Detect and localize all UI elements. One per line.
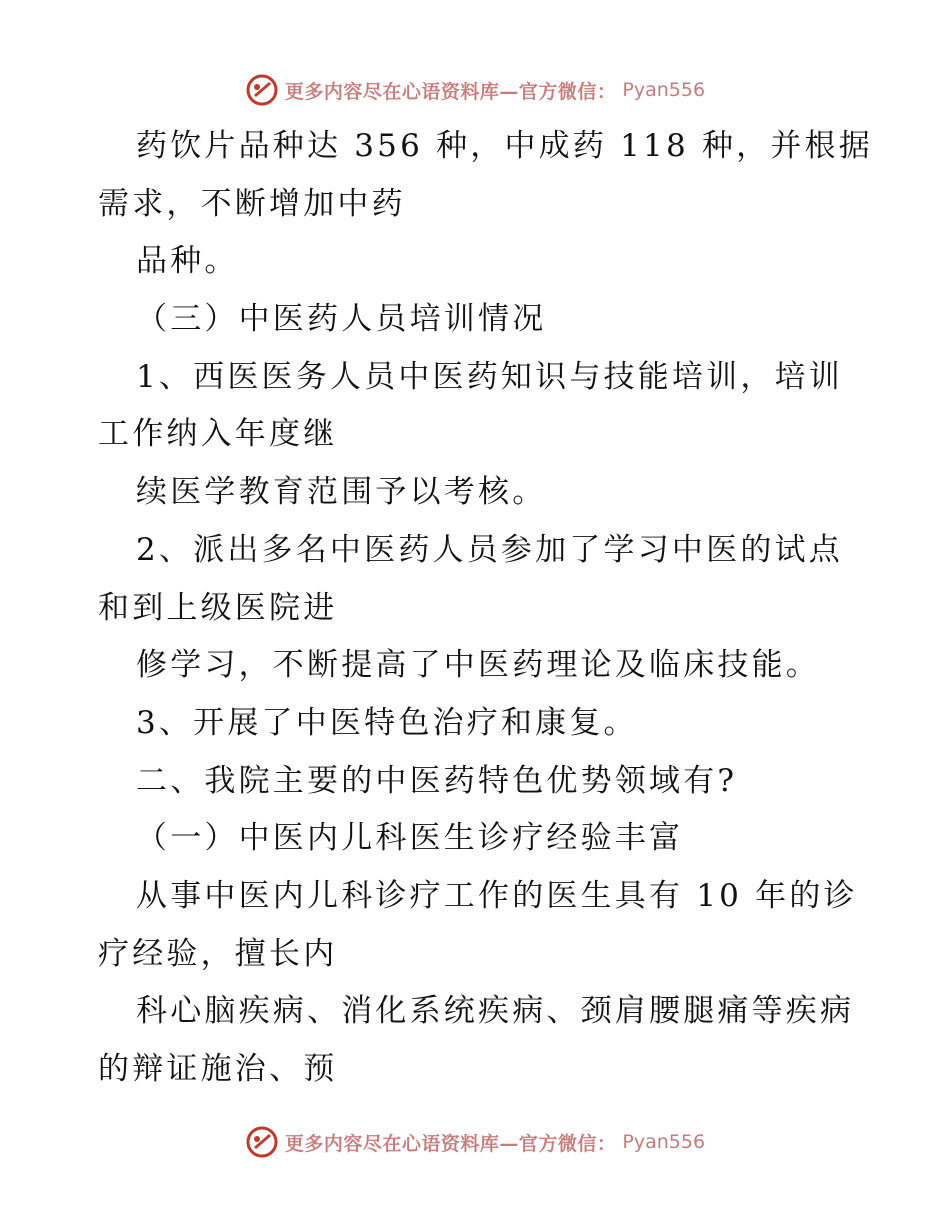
logo-icon bbox=[245, 73, 279, 107]
text-line: 药饮片品种达 356 种，中成药 118 种，并根据 bbox=[136, 128, 873, 164]
text-line: 工作纳入年度继 bbox=[98, 416, 338, 453]
section-heading: （三）中医药人员培训情况 bbox=[136, 301, 547, 338]
footer-wechat-id: Pyan556 bbox=[622, 1131, 706, 1153]
section-heading: 二、我院主要的中医药特色优势领域有? bbox=[136, 762, 738, 799]
header-wechat-id: Pyan556 bbox=[622, 79, 706, 101]
text-line: 3、开展了中医特色治疗和康复。 bbox=[136, 704, 638, 741]
logo-icon bbox=[245, 1125, 279, 1159]
text-line: 修学习，不断提高了中医药理论及临床技能。 bbox=[136, 647, 820, 684]
text-line: 需求，不断增加中药 bbox=[98, 185, 406, 222]
text-line: 科心脑疾病、消化系统疾病、颈肩腰腿痛等疾病 bbox=[136, 993, 855, 1030]
document-body bbox=[98, 118, 873, 1099]
text-line: 从事中医内儿科诊疗工作的医生具有 10 年的诊 bbox=[136, 877, 858, 914]
text-line: 1、西医医务人员中医药知识与技能培训，培训 bbox=[136, 358, 843, 395]
text-line: 品种。 bbox=[136, 243, 239, 280]
header-banner bbox=[0, 70, 950, 110]
text-line: 的辩证施治、预 bbox=[98, 1051, 338, 1087]
text-line: 2、派出多名中医药人员参加了学习中医的试点 bbox=[136, 531, 843, 568]
text-line: 续医学教育范围予以考核。 bbox=[136, 474, 547, 511]
footer-banner-text: 更多内容尽在心语资料库—官方微信： bbox=[284, 1132, 617, 1155]
text-line: 和到上级医院进 bbox=[98, 589, 338, 626]
footer-banner bbox=[0, 1122, 950, 1162]
text-line: 疗经验，擅长内 bbox=[98, 935, 338, 972]
header-banner-text: 更多内容尽在心语资料库—官方微信： bbox=[284, 80, 617, 103]
section-heading: （一）中医内儿科医生诊疗经验丰富 bbox=[136, 820, 684, 857]
